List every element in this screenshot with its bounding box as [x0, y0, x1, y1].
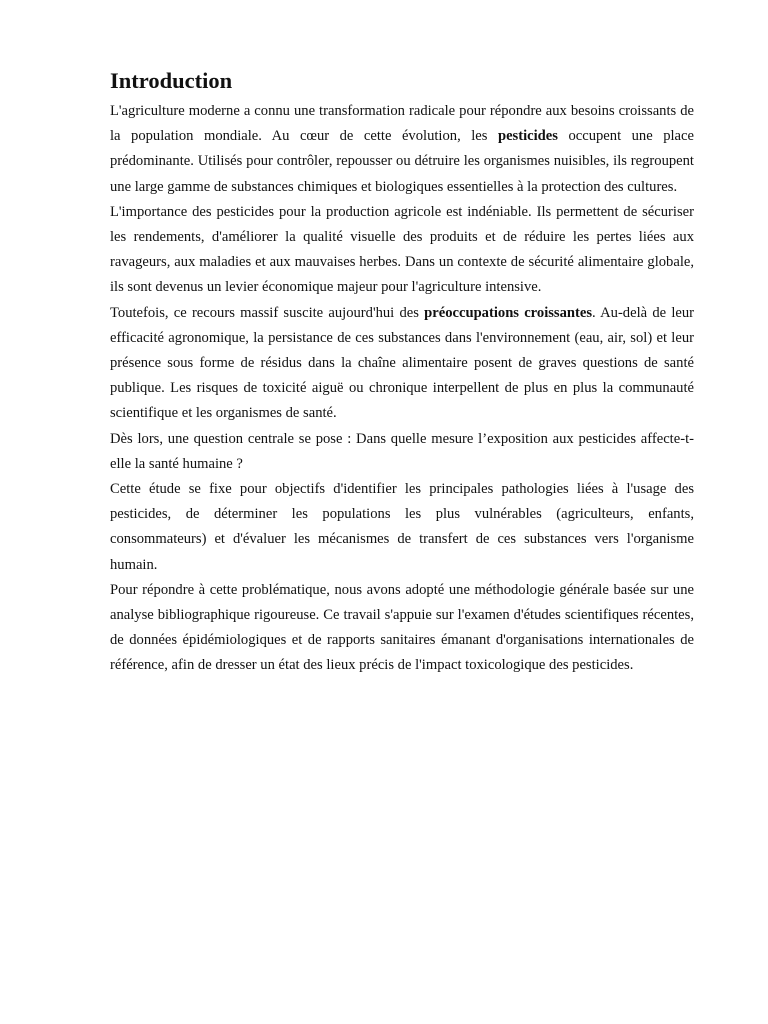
section-heading: Introduction [110, 68, 233, 93]
paragraph-concerns [110, 301, 694, 427]
text-run: Toutefois, ce recours massif suscite aujourd'hui des [110, 304, 425, 321]
paragraph-objectives: Cette étude se fixe pour objectifs d'identifier les principales pathologies liées à l'usage des pesticides, de déterminer les populations les plus vulnérables (agriculteurs, enfants, consommateurs) et d'évaluer les mécanismes de transfert de ces substances vers l'organisme humain. [110, 481, 694, 573]
paragraph-research-question: Dès lors, une question centrale se pose : Dans quelle mesure l’exposition aux pesticides affecte-t-elle la santé humaine ? [110, 430, 694, 472]
paragraph-importance: L'importance des pesticides pour la production agricole est indéniable. Ils permettent de sécuriser les rendements, d'améliorer la qualité visuelle des produits et de réduire les pertes liées aux ravageurs, aux maladies et aux mauvaises herbes. Dans un contexte de sécurité alimentaire globale, ils sont devenus un levier économique majeur pour l'agriculture intensive. [110, 203, 694, 296]
text-run: L'agriculture moderne a connu une transformation radicale pour répondre aux besoins croissants de la population mondiale. Au cœur de cette évolution, les [110, 103, 694, 145]
text-run: . Au-delà de leur efficacité agronomique, la persistance de ces substances dans l'environnement (eau, air, sol) et leur présence sous forme de résidus dans la chaîne alimentaire posent de graves questions de santé publique. Les risques de toxicité aiguë ou chronique interpellent de plus en plus la communauté scientifique et les organismes de santé. [110, 304, 695, 422]
bold-term-pesticides: pesticides [497, 128, 558, 145]
paragraph-intro-pesticides [110, 99, 694, 200]
paragraph-methodology: Pour répondre à cette problématique, nous avons adopté une méthodologie générale basée sur une analyse bibliographique rigoureuse. Ce travail s'appuie sur l'examen d'études scientifiques récentes, de données épidémiologiques et de rapports sanitaires émanant d'organisations internationales de référence, afin de dresser un état des lieux précis de l'impact toxicologique des pesticides. [110, 581, 694, 674]
document-page [110, 66, 694, 679]
bold-term-concerns: préoccupations croissantes [424, 304, 593, 321]
text-run: occupent une place prédominante. Utilisés pour contrôler, repousser ou détruire les organismes nuisibles, ils regroupent une large gamme de substances chimiques et biologiques essentielles à la protection des cultures. [110, 128, 694, 195]
